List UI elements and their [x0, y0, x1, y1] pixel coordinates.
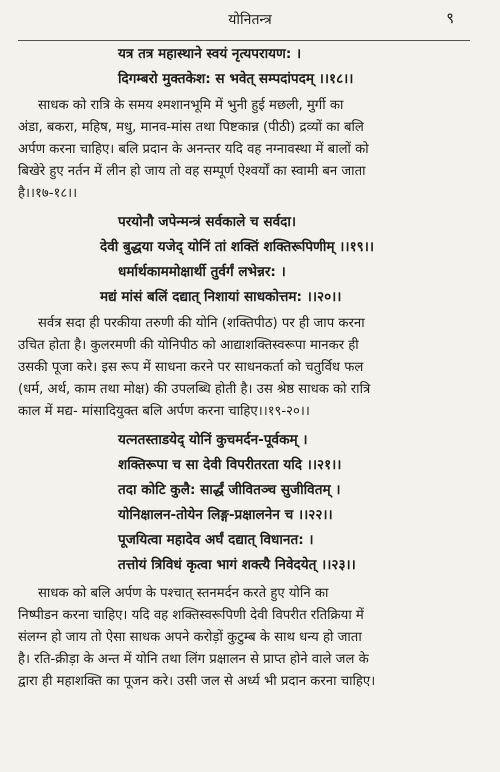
prose-line: साधक को बलि अर्पण के पश्चात् स्तनमर्दन करते हुए योनि का: [38, 586, 329, 601]
prose-line: है। रति-क्रीड़ा के अन्त में योनि तथा लिंग प्रक्षालन से प्राप्त होने वाले जल के: [18, 652, 369, 667]
verse-line: पूजयित्वा महादेव अर्घं दद्यात् विधानत: ।: [118, 532, 314, 548]
prose-line: द्वारा ही महाशक्ति का पूजन करे। उसी जल से अर्ध्य भी प्रदान करना चाहिए।: [18, 674, 376, 689]
verse-line: शक्तिरूपा च सा देवी विपरीतरता यदि ।।२१।।: [118, 457, 342, 473]
prose-line: (धर्म, अर्थ, काम तथा मोक्ष) की उपलब्धि होती है। उस श्रेष्ठ साधक को रात्रि: [18, 382, 371, 397]
verse-line: परयोनौ जपेन्मन्त्रं सर्वकाले च सर्वदा।: [118, 214, 297, 230]
verse-line: तदा कोटि कुलै: सार्द्धं जीवितञ्च सुजीवितम् ।: [118, 482, 341, 498]
prose-line: निष्पीडन करना चाहिए। यदि वह शक्तिस्वरूपिणी देवी विपरीत रतिक्रिया में: [18, 608, 364, 623]
verse-line: दिगम्बरो मुक्तकेश: स भवेत् सम्पदांपदम् ।।१८।।: [118, 71, 354, 87]
prose-line: अर्पण करना चाहिए। बलि प्रदान के अनन्तर यदि वह नग्नावस्था में बालों को: [18, 142, 369, 157]
verse-line: यत्नतस्ताडयेद् योनिं कुचमर्दन-पूर्वकम् ।: [118, 432, 308, 448]
prose-line: संलग्न हो जाय तो ऐसा साधक अपने करोड़ों कुटुम्ब के साथ धन्य हो जाता: [18, 630, 362, 645]
verse-line: यत्र तत्र महास्थाने स्वयं नृत्यपरायण: ।: [118, 46, 302, 62]
page-number: ९: [446, 9, 454, 27]
prose-line: साधक को रात्रि के समय श्मशानभूमि में भुनी हुई मछली, मुर्गी का: [38, 98, 344, 113]
header-rule: [18, 40, 470, 41]
verse-line: धर्मार्थकाममोक्षार्थी तुर्वर्गं लभेन्नर: ।: [118, 264, 286, 280]
prose-line: है।।१७-१८।।: [18, 186, 78, 201]
prose-line: उचित होता है। कुलरमणी की योनिपीठ को आद्याशक्तिस्वरूपा मानकर ही: [18, 338, 359, 353]
prose-line: बिखेरे हुए नर्तन में लीन हो जाय तो वह सम्पूर्ण ऐश्वर्यों का स्वामी बन जाता: [18, 164, 366, 179]
running-title: योनितन्त्र: [228, 12, 272, 28]
verse-line: देवी बुद्धया यजेद् योनिं तां शक्तिं शक्तिरूपिणीम् ।।१९।।: [100, 239, 375, 255]
verse-line: योनिक्षालन-तोयेन लिङ्ग-प्रक्षालनेन च ।।२२।।: [118, 507, 333, 523]
prose-line: उसकी पूजा करे। इस रूप में साधना करने पर साधनकर्ता को चतुर्विध फल: [18, 360, 364, 375]
prose-line: काल में मद्य- मांसादियुक्त बलि अर्पण करना चाहिए।।१९-२०।।: [18, 404, 310, 419]
page-header: [0, 8, 500, 32]
verse-line: मद्यं मांसं बलिं दद्यात् निशायां साधकोत्तम: ।।२०।।: [100, 289, 342, 305]
prose-line: अंडा, बकरा, महिष, मधु, मानव-मांस तथा पिष्टकान्न (पीठी) द्रव्यों का बलि: [18, 120, 364, 135]
verse-line: तत्तोयं त्रिविधं कृत्वा भागं शक्त्यै निवेदयेत् ।।२३।।: [118, 557, 356, 573]
prose-line: सर्वत्र सदा ही परकीया तरुणी की योनि (शक्तिपीठ) पर ही जाप करना: [38, 316, 365, 331]
